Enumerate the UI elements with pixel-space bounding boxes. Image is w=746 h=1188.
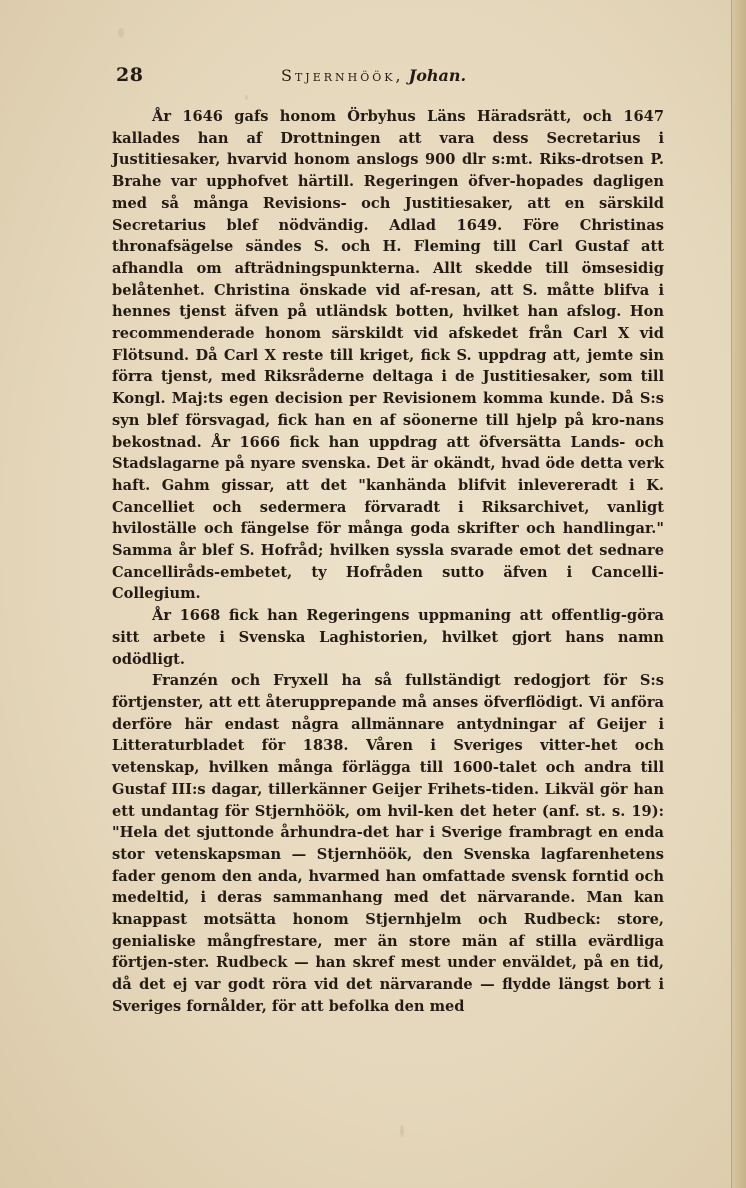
paragraph: År 1646 gafs honom Örbyhus Läns Häradsrätt, och 1647 kallades han af Drottningen att vara dess Secretarius i Justitiesaker, hvarvid honom anslogs 900 dlr s:mt. Riks-drotsen P. Brahe var upphofvet härtill. Regeringen öfver-hopades dagligen med så många Revisions- och Justitiesaker, att en särskild Secretarius blef nödvändig. Adlad 1649. Före Christinas thronafsägelse sändes S. och H. Fleming till Carl Gustaf att afhandla om afträdningspunkterna. Allt skedde till ömsesidig belåtenhet. Christina önskade vid af-resan, att S. måtte blifva i hennes tjenst äfven på utländsk botten, hvilket han afslog. Hon recommenderade honom särskildt vid afskedet från Carl X vid Flötsund. Då Carl X reste till kriget, fick S. uppdrag att, jemte sin förra tjenst, med Riksråderne deltaga i de Justitiesaker, som till Kongl. Maj:ts egen decision per Revisionem komma kunde. Då S:s syn blef försvagad, fick han en af söonerne till hjelp på kro-nans bekostnad. År 1666 fick han uppdrag att öfversätta Lands- och Stadslagarne på nyare svenska. Det är okändt, hvad öde detta verk haft. Gahm gissar, att det "kanhända blifvit inlevereradt i K. Cancelliet och sedermera förvaradt i Riksarchivet, vanligt hviloställe och fängelse för många goda skrifter och handlingar." Samma år blef S. Hofråd; hvilken syssla svarade emot det sednare Cancelliråds-embetet, ty Hofråden sutto äfven i Cancelli-Collegium. — [112, 108, 664, 603]
paragraph: Franzén och Fryxell ha så fullständigt redogjort för S:s förtjenster, att ett återupprepande må anses öfverflödigt. Vi anföra derföre här endast några allmännare antydningar af Geijer i Litteraturbladet för 1838. Våren i Sveriges vitter-het och vetenskap, hvilken många förlägga till 1600-talet och andra till Gustaf III:s dagar, tillerkänner Geijer Frihets-tiden. Likväl gör han ett undantag för Stjernhöök, om hvil-ken det heter (anf. st. s. 19): "Hela det sjuttonde århundra-det har i Sverige frambragt en enda stor vetenskapsman — Stjernhöök, den Svenska lagfarenhetens fader genom den anda, hvarmed han omfattade svensk forntid och medeltid, i deras sammanhang med det närvarande. Man kan knappast motsätta honom Stjernhjelm och Rudbeck: store, genialiske mångfrestare, mer än store män af stilla evärdliga förtjen-ster. Rudbeck — han skref mest under enväldet, på en tid, då det ej var godt röra vid det närvarande — flydde längst bort i Sveriges fornålder, för att befolka den med — [112, 672, 664, 1015]
page-number: 28 — [116, 64, 144, 86]
running-head — [281, 66, 466, 85]
running-head-given-name: Johan. — [408, 66, 467, 85]
paper-stain — [400, 1125, 404, 1137]
paper-stain — [245, 95, 248, 100]
paragraph: År 1668 fick han Regeringens uppmaning att offentlig-göra sitt arbete i Svenska Laghistorien, hvilket gjort hans namn odödligt. — [112, 607, 664, 668]
running-head-surname: Stjernhöök, — [281, 66, 404, 85]
page-header — [116, 64, 676, 90]
paper-stain — [118, 28, 124, 38]
page-edge — [731, 0, 746, 1188]
body-text — [112, 106, 664, 1018]
